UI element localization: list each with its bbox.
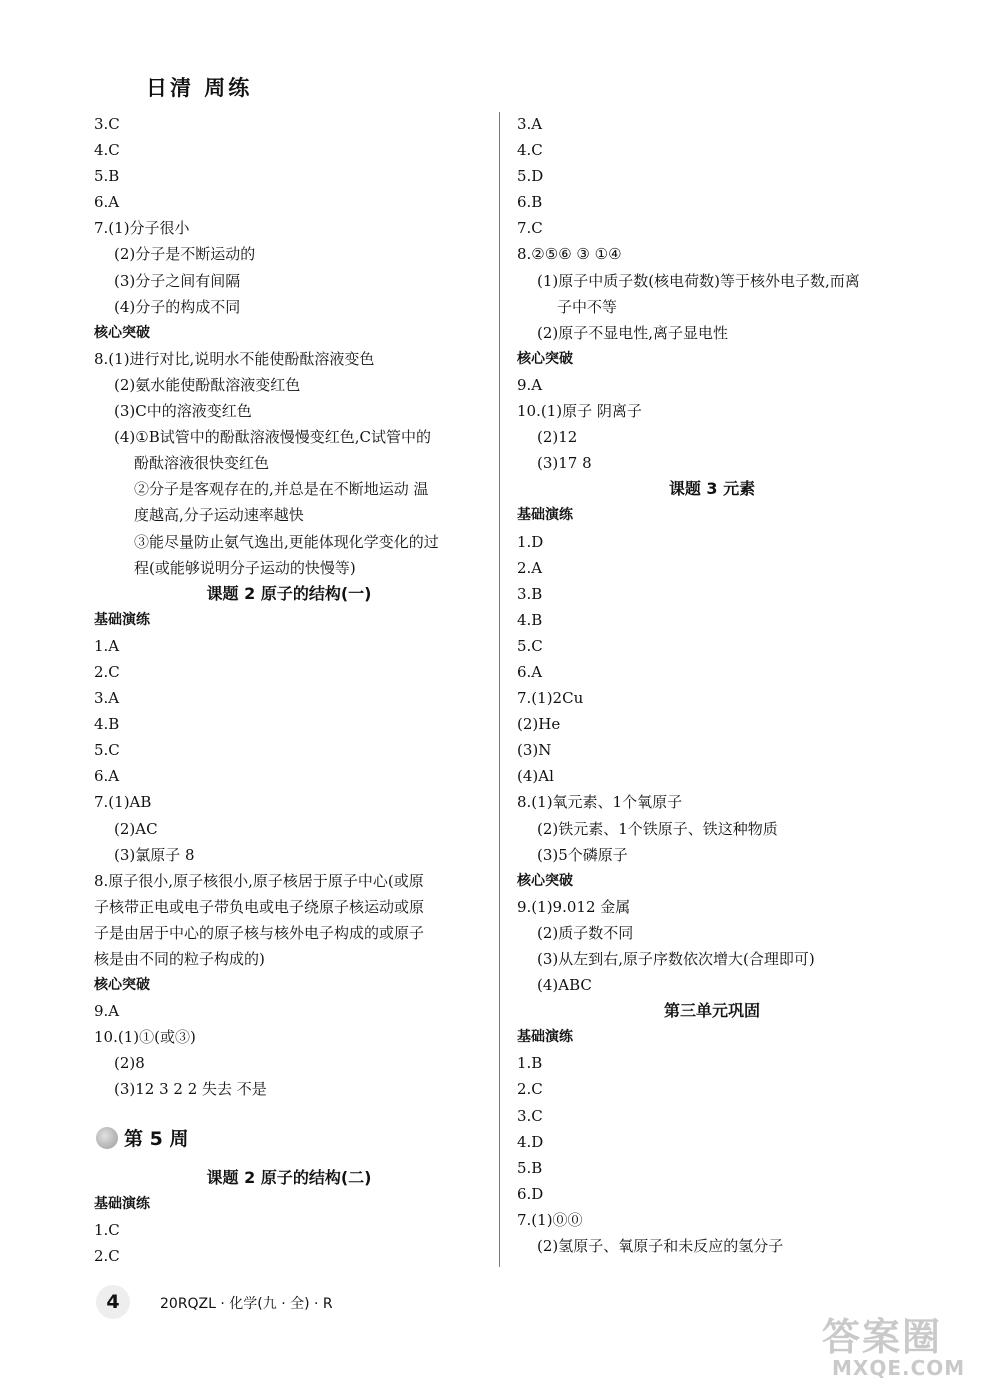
answer-line: 子是由居于中心的原子核与核外电子构成的或原子 (94, 923, 425, 942)
answer-line: 度越高,分子运动速率越快 (134, 506, 304, 525)
answer-line: 2.C (94, 662, 120, 681)
week-label: 第 5 周 (124, 1128, 189, 1150)
answer-line: 10.(1)原子 阴离子 (517, 402, 642, 421)
answer-line: 1.B (517, 1054, 543, 1073)
week-badge-icon (96, 1127, 118, 1149)
answer-line: 7.(1)⓪⓪ (517, 1210, 583, 1229)
answer-line: 4.C (94, 141, 120, 160)
watermark-url: MXQE.COM (832, 1356, 966, 1380)
week-heading (96, 1124, 188, 1151)
section-label: 基础演练 (94, 1196, 150, 1213)
left-answer-column (94, 111, 494, 1103)
answer-line: 1.D (517, 532, 544, 551)
answer-line: (3)分子之间有间隔 (114, 271, 241, 290)
section-label: 核心突破 (517, 872, 573, 889)
answer-line: 3.A (517, 115, 543, 133)
answer-line: (2)12 (537, 428, 578, 447)
answer-line: 核是由不同的粒子构成的) (94, 950, 265, 968)
answer-line: 3.A (94, 689, 120, 708)
left-answer-column-continued (94, 1165, 494, 1269)
answer-line: 子核带正电或电子带负电或电子绕原子核运动或原 (94, 897, 425, 916)
section-label: 基础演练 (517, 507, 573, 524)
answer-line: (2)原子不显电性,离子显电性 (537, 323, 729, 342)
answer-line: (4)ABC (537, 976, 592, 995)
lesson-title: 第三单元巩固 (663, 1001, 760, 1021)
answer-line: 6.A (94, 193, 120, 212)
answer-line: 6.D (517, 1184, 544, 1203)
answer-line: 2.C (517, 1080, 543, 1099)
answer-line: 2.C (94, 1247, 120, 1266)
answer-line: (2)8 (114, 1054, 145, 1073)
answer-line: (3)从左到右,原子序数依次增大(合理即可) (537, 950, 815, 968)
header-title: 日清 周练 (146, 76, 253, 100)
answer-line: 7.C (517, 219, 543, 238)
column-divider (499, 112, 500, 1267)
answer-line: (3)5个磷原子 (537, 845, 628, 864)
answer-line: 8.(1)进行对比,说明水不能使酚酞溶液变色 (94, 349, 375, 368)
answer-line: 8.②⑤⑥ ③ ①④ (517, 245, 622, 264)
answer-line: 3.C (517, 1106, 543, 1125)
lesson-title: 课题 2 原子的结构(一) (206, 583, 372, 603)
answer-line: ②分子是客观存在的,并总是在不断地运动 温 (134, 480, 429, 499)
answer-line: 5.C (517, 636, 543, 655)
answer-line: 6.B (517, 193, 543, 212)
answer-line: 6.A (94, 767, 120, 786)
answer-line: (2)氨水能使酚酞溶液变红色 (114, 375, 301, 394)
watermark-logo: 答案圈 (822, 1315, 943, 1359)
answer-line: 9.(1)9.012 金属 (517, 897, 631, 916)
answer-line: 6.A (517, 662, 543, 681)
answer-line: 程(或能够说明分子运动的快慢等) (134, 558, 356, 577)
answer-line: (2)铁元素、1个铁原子、铁这种物质 (537, 819, 778, 838)
answer-line: (3)氯原子 8 (114, 845, 195, 864)
right-answer-column (517, 111, 917, 1259)
answer-line: 4.D (517, 1132, 544, 1151)
section-label: 核心突破 (94, 324, 150, 341)
answer-line: 8.原子很小,原子核很小,原子核居于原子中心(或原 (94, 871, 424, 890)
answer-line: 7.(1)2Cu (517, 689, 584, 708)
answer-line: ③能尽量防止氨气逸出,更能体现化学变化的过 (134, 532, 439, 551)
answer-line: 8.(1)氧元素、1个氧原子 (517, 793, 683, 812)
answer-line: 9.A (517, 375, 543, 394)
answer-line: (2)AC (114, 819, 158, 838)
answer-line: 9.A (94, 1002, 120, 1021)
answer-line: (2)氢原子、氧原子和未反应的氢分子 (537, 1237, 784, 1256)
answer-line: 酚酞溶液很快变红色 (134, 454, 270, 473)
answer-line: 7.(1)AB (94, 793, 152, 812)
answer-line: 2.A (517, 558, 543, 577)
answer-line: 1.C (94, 1221, 120, 1240)
answer-line: (3)12 3 2 2 失去 不是 (114, 1080, 267, 1099)
lesson-title: 课题 2 原子的结构(二) (206, 1168, 372, 1187)
book-code: 20RQZL · 化学(九 · 全) · R (160, 1296, 333, 1312)
answer-line: 5.D (517, 167, 544, 186)
answer-line: 5.C (94, 741, 120, 760)
answer-line: (2)He (517, 715, 561, 734)
section-label: 基础演练 (517, 1029, 573, 1046)
answer-line: 5.B (94, 167, 120, 186)
answer-line: (2)分子是不断运动的 (114, 245, 256, 264)
section-label: 基础演练 (94, 611, 150, 628)
answer-line: (3)C中的溶液变红色 (114, 402, 252, 421)
answer-line: (4)①B试管中的酚酞溶液慢慢变红色,C试管中的 (114, 428, 431, 447)
page-number: 4 (96, 1285, 130, 1319)
answer-line: (3)N (517, 741, 552, 760)
answer-line: (4)Al (517, 767, 554, 786)
answer-line: 1.A (94, 636, 120, 655)
answer-line: (4)分子的构成不同 (114, 297, 241, 316)
answer-line: 7.(1)分子很小 (94, 219, 190, 238)
answer-line: 4.B (94, 715, 120, 734)
answer-line: (2)质子数不同 (537, 923, 634, 942)
answer-line: 3.C (94, 115, 120, 133)
answer-line: 子中不等 (557, 297, 618, 316)
section-label: 核心突破 (94, 977, 150, 994)
answer-line: 4.B (517, 610, 543, 629)
answer-line: 3.B (517, 584, 543, 603)
answer-line: 10.(1)①(或③) (94, 1028, 196, 1047)
answer-line: 4.C (517, 141, 543, 160)
answer-line: (1)原子中质子数(核电荷数)等于核外电子数,而离 (537, 271, 860, 290)
answer-line: (3)17 8 (537, 454, 592, 473)
answer-line: 5.B (517, 1158, 543, 1177)
section-label: 核心突破 (517, 350, 573, 367)
lesson-title: 课题 3 元素 (668, 479, 756, 499)
